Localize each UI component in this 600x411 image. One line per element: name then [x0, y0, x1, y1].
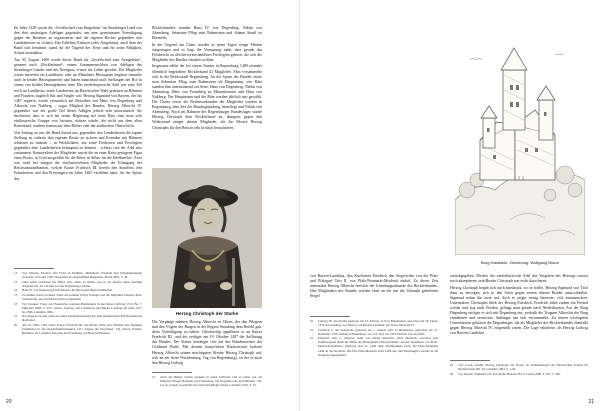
footnote: 15 Jahre später beschloss der Bund, sich erneut zu bilden, was in der Region einen Konflikt ausgelöst hat, der bis zum Tod der Degenberger reichte. — [14, 279, 142, 288]
portrait-illustration — [152, 168, 262, 308]
paragraph: Die Vorgänge nahmen Herzog Albrecht zu Ohren, der den Pflegern und den Vögten der Burgen in der Region Straubing dem Befehl gab, diese Verteidigung zu halten. Gleichzeitig appellierte er an Kaiser Friedrich III., und der verfügte am 19. Oktober 1487 die Auflösung des Bundes. Der Kaiser bestätigte sich auf das Bündnisverbot der Goldenen Bulle. Mit diesem kaiserlichen Rückenwind forderte Herzog Albrecht seinen mächtigsten Bruder Herzog Christoph auf, sich an der Seite Württemberg, Tag von Regensburg), zu der er auch den Herzog Ludwig — [152, 320, 262, 365]
paragraph: Insgesamt zählte der bei einem Turnier in Regensburg 1489 erstmals öffentlich begründete Böcklerbund 41 Mitglieder. Man versammelte sich in der Reichsstadt Regensburg. An der Spitze des Bundes setzte man Sebastian Pflug zum Rabenstein als Hauptmann, vier Räte standen ihm unterstützend zur Seite: Hans von Degenberg, Niklas von Abensberg, Hans von Fraunberg zu Massenhausen und Hans von Nußberg. Der Hauptmann und die Räte wurden jährlich neu gewählt. Die Charta sowie die Beitrittsurkunden der Mitglieder wurden in Regensburg, dem Sitz der Bundesgründung, hinterlegt und Niklas von Abensberg. Noch im Rahmen des Regensburger Bundestages wurde Herzog Christoph dem Böcklerbund an, übergens gegen den Widerstand einiger dessen Mitglieder, die die Motive Herzog Christophs für den Beitritt sehr kritisch betrachteten. — [152, 64, 262, 130]
paragraph: Herzog Christoph begab sich nach Innsbruck, wo er hoffte, Herzog Sigmund von Tirol dazu zu bewegen, sich in den Streit gegen seinen älteren Bruder anzuschließen. Sigmund nahm ihn zwar auf, doch er zeigte wenig Interesse, sich einzumischen. Unterstützer Christophs blieb der Herzog Friedrich. Friedrich blieb zudem ein Freund wieder und zog nach Norden, gelangt man gerade nach Niederbayern. Auf der Burg Degenberg erfolgte er sich mit Degenberg ein, weshalb die Truppen Albrechts die Burg einnehmen und zerstörten. Anhänger um sich versammelte. Zu seinen wichtigsten Unterstützern gehörten die Degenberger, die als Mitglieder des Böcklerbundes ebenfalls gegen Herzog Albrecht IV. eingestellt waren. Die Lage eskalierte, als Herzog Ludwig von Bayern-Landshut — [450, 285, 588, 336]
paragraph: Böcklerbundes standen Hans IV. von Degenberg, Niklas von Abensberg, Sebastian Pflug zum Rabenstein und Johann Stauff zu Ehrenfels. — [152, 26, 262, 41]
footnote: 23 Friedrich I., der Siegreiche (geboren am 1. August 1425 in Heidelberg; gestorben am 12. Dezember 1476 ebenda) in Heidelberg, war von 1451 bis 1476 Kurfürst von der Pfalz. — [310, 327, 438, 336]
paragraph: In der Gegend um Cham wurden in jenen Tagen einige Fehden ausgetragen und es liegt die Vermutung nahe, dass gerade das Fehderecht zu den hervorstechendsten Privilegien gehörte, die sich die Mitglieder des Bundes erhalten wollten. — [152, 42, 262, 62]
footnote-rule — [450, 360, 490, 361]
page-number: 20 — [6, 399, 12, 405]
footnote-rule — [14, 268, 54, 269]
footnote-rule — [310, 316, 350, 317]
portrait-caption: Herzog Christoph der Starke — [175, 311, 239, 316]
paragraph: Am 30. August 1466 wurde dieser Bund als „Gesellschaft zum Aymgehürn“, genannt auch „Böcklerbund“, einem Zusammenschluss von Adeligen des Straubinger Landes und des Nordgaus, erneut ins Leben gerufen. Die Mitglieder waren entweder im Landshuter oder im Münchner Herzogtum begütert (manche auch in beiden Herzogtümern) und hatten manchmal auch Stellungen bei Hof in einem von beiden Herzogtümern inne. Der niederbayerische Adel war zum Teil reich an Landbesitz, seine Ländereien im Bayerischen Wald grenzten an Böhmen und Franken, zugleich Rat und Siegler war. Herzog Sigmund von Bayern, der bis 1467 regierte, wurde vermutlich auf Betreiben von Hans von Degenberg und Albrecht von Nußberg – sogar Mitglied des Bundes. Herzog Albrecht IV. gegenüber war der große Teil dieser Adligen jedoch sehr misstrauisch. Sie fürchteten, dass er sich bei seiner Regierung auf seine Räte, eine neue sehr einflussreiche Gruppe von Juristen, stützen würde, die nicht aus dem alten Ritterstand, sondern kamen aus dem Klerus oder der städtischen Oberschicht. — [14, 57, 142, 129]
right-col1-footnotes — [310, 319, 438, 393]
footnote-rule — [152, 372, 192, 373]
footnote: 19 Das Wappen ist sehr selten in seiner Zusammensetzung mit dem niederbayerischen Hauszeichen überliefert. — [14, 314, 142, 323]
footnote: 16 Hans IV. von Degenberg Erbhofmeister im Herzogtum Bayern-München. — [14, 288, 113, 293]
page-number: 21 — [588, 399, 594, 405]
paragraph: Von Anfang an war der Bund darauf aus, gegenüber den Landesherren die eigene Stellung zu wahren, den eigenen Besitz zu sichern und Kontakte mit Böhmen schützen zu müssen – in Wirklichkeit, um seine Freiheiten und Privilegien gegenüber dem Landesherren behaupten zu können – schloss sich der Adel also zusammen. Kennzeichen der Mitglieder wurde die an einer Kette getragene Figur eines Bocks, in Gold ausgeführt für die Ritter, in Silber für die Edelknechte. Zwei war wohl bei einigen der einflussreichsten Mitglieder die Erlangung der Reichsunmittelbarkeit, welche Kaiser Friedrich III. bereits den Stauffern, den Fraunhofern und den Preysingern im Jahre 1465 verliehen hatte. An der Spitze des — [14, 130, 142, 181]
left-col2-footnotes — [152, 375, 262, 393]
left-col2-bottom-text — [152, 320, 262, 368]
footnote: 14 Vgl. Menzel, Thomas: Der Pichl an Feldhern. Mittelhofes Wandeln und Selbstbehauptung zwischen 1470 und 1550. Dargestellt an ausgewählten Beispielen, Berlin 2003, S. 48. — [14, 271, 142, 280]
footnote: 18 Vgl. Krenner, Franz von: Baierische Landtags-Handlungen in den Jahren 1429 bis 1513, Bd. 7, München 1804, S. 47ff.; Albert, Ludwig: Die Landshuter und Rieder Landtage im Jahre 1471 bis 1506, Landshut 1906. — [14, 301, 142, 314]
footnote: 22 Ludwig IX. der Reiche (geboren am 23. Februar 1417 in Burghausen; gestorben am 18. Januar 1479 in Landshut), war Herzog von Bayern-Landshut, ein Vetter Albrechts IV. — [310, 319, 438, 328]
left-col2-text — [152, 26, 262, 164]
right-page — [300, 0, 600, 411]
left-col1-text — [14, 26, 142, 263]
footnote: 21 Auch die Bürger Chams gesteten in jenen Verbacht, und er selbst war ein Mitglied. Pfleger Hannsen von Frauenberg, bei Vorgehen oder gerichtlichen. Vgl. Lorch, Joseph: Geschichte der Stadt und Pfleger Cham, Landshut 1916, S. 43. — [152, 375, 262, 388]
portrait-image — [152, 168, 262, 308]
right-col2-footnotes — [450, 363, 588, 393]
footnote: 20 Am 22. März 1465 erhob Kaiser Friedrich III. die Brüder Hans und Wilhelm und Sigmund Fraunhofer in den Reichsfreiherrenstand, 1471 folgten die Preysinger. Vgl. hierzu Feldner, Bernhard, in: Landshut, Preysing und Fraunberg von Haag im Besitzes. — [14, 323, 142, 336]
castle-drawing — [455, 30, 585, 255]
footnote: 25 Vgl. Lorch, Joseph: Herzog Christoph, der Starke, in: Verhandlungen des Historischen Vereins für Niederbayern, Bd. 30, Landshut 1894, S. 1-36. — [450, 363, 588, 372]
castle-caption: Burg Haidstein, Zeichnung: Wolfgang Braun — [481, 260, 559, 265]
left-col1-footnotes — [14, 271, 142, 389]
right-col2-text — [450, 274, 588, 356]
footnote: 17 Zu nennen wären an dieser Stelle die Gründer Ulrich Ursinger und der Münchner Patrizier Peter Schöndorfer, Rat und Diener Herzog Sigmunds. — [14, 293, 142, 302]
right-col1-text — [310, 274, 438, 312]
footnote: 26 Vgl. Riezler, Sigmund von: Geschichte Baierns, Bd. 3, Gotha 1889, S. 507, 5. 396. — [450, 371, 561, 376]
paragraph: von Bayern-Landshut, den Kurfürsten Friedrich den Siegreichen von der Pfalz und Pfalzgraf Otto II. von Pfalz-Neumarkt-Mosbach einlud. Zu dieser Zeit unterstützt Herzog Albrecht feierlich die Gründungsurkunde des Böcklerbundes. Den Mitgliedern des Bundes wurden eben an die mit die Urkunde gehefteten Siegel — [310, 274, 438, 299]
castle-illustration — [455, 30, 585, 255]
footnote: 24 Pfalzgraf Otto I., jüngerer Sohn von König Ruprecht, erbte Mosbach, erweitert sein Teilherzogtum durch die Hälfte des Herzogtums Pfalz-Neumarkt. Als der Stammherr von Pfalz-Mosbach-Neumarkt, Pfalzgraf Otto II., 1499 ohne Nachkommen starb, fiel Pfalz-Neumarkt 1499 an die Kurpfalz. Die Ehe Pfalz-Mosbach starb 1499 aus, ihre Besitzungen wurden in die Kurpfalz eingegliedert. — [310, 336, 438, 357]
paragraph: zurückgegeben. Mochte der niederbayrische Adel das Vorgehen des Herzogs vorerst noch akzeptieren, sein Bruder Christoph war nicht dazu bereit. — [450, 274, 588, 284]
paragraph: Im Jahre 1428 wurde die „Gesellschaft vom Eingehürn“ im Straubinger Land von den dort ansässigen Adeligen gegründet, um eine gemeinsame Verteidigung gegen die Hussiten zu organisieren und die eigenen Rechte gegenüber den Landesherren zu sichern. Das Fabeltier Einhorn (oder Aingehürn), nach dem der Bund sich benannte, stand für die Tugend der Treue und für seine Fähigkeit, Schutz auszuüben. — [14, 26, 142, 56]
